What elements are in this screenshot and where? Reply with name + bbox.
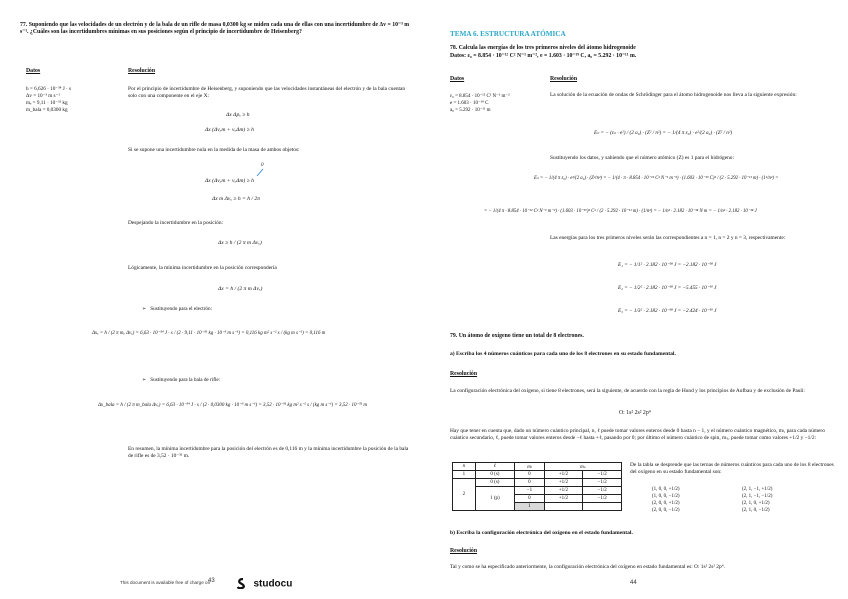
equation: Δx (Δvₓm + vₓΔm) ≥ h bbox=[205, 127, 254, 133]
table-cell: +1/2 bbox=[544, 495, 583, 503]
table-cell bbox=[544, 503, 583, 511]
dato-item: h = 6,626 · 10⁻³⁴ J · s bbox=[26, 86, 72, 92]
quantum-tuple: (1, 0, 0, −1/2) bbox=[652, 494, 680, 499]
resolucion-label: Resolución bbox=[450, 548, 478, 554]
table-header: mₛ bbox=[544, 463, 621, 471]
equation-electron: Δxₑ = h / (2 π mₑ Δvₓ) = 6,63 · 10⁻³⁴ J · s / (2 · 9,11 · 10⁻³¹ kg · 10⁻³ m s⁻¹) = 0,116 kg m² s⁻² s / (kg m s⁻¹) = 0,116 m bbox=[92, 331, 326, 336]
problem-79-title: 79. Un átomo de oxígeno tiene un total de 8 electrones. bbox=[450, 333, 584, 339]
right-page bbox=[424, 0, 848, 599]
electron-config: O: 1s² 2s² 2p⁴ bbox=[619, 410, 651, 416]
paragraph: Si se supone una incertidumbre nula en la medida de la masa de ambos objetos: bbox=[128, 147, 300, 153]
bullet-bala: ➢ Sustituyendo para la bala de rifle: bbox=[142, 377, 221, 383]
problem-77-title: 77. Suponiendo que las velocidades de un electrón y de la bala de un rifle de masa 0,0300 kg se miden cada una de ellas con una incertidumbre de Δv = 10⁻³ m s⁻¹. ¿Cuáles son las incertidumbres mínimas en sus posiciones según el principio de incertidumbre de Heisenberg? bbox=[20, 22, 410, 35]
table-cell: 2 bbox=[453, 479, 476, 511]
equation: Δx m Δvₓ ≥ h = h / 2π bbox=[212, 196, 260, 202]
table-cell: 1 bbox=[515, 503, 544, 511]
table-row bbox=[453, 487, 622, 495]
bullet-electron: ➢ Sustituyendo para el electrón: bbox=[142, 306, 213, 312]
datos-label: Datos bbox=[450, 76, 465, 82]
table-cell: −1/2 bbox=[583, 495, 622, 503]
equation: Eₙ = − (εₙ · e²) / (2 a₀) · (Z² / n²) = − 1/(4 π ε₀) · e²/(2 a₀) · (Z² / n²) bbox=[594, 130, 733, 136]
table-cell: +1/2 bbox=[544, 471, 583, 479]
equation-bala: Δx_bala = h / (2 π m_bala Δvₓ) = 6,63 · 10⁻³⁴ J · s / (2 · 0,0300 kg · 10⁻³ m s⁻¹) = 3,52 · 10⁻³¹ kg m² s⁻² s / (kg m s⁻¹) = 3,52 · 10⁻³¹ m bbox=[98, 403, 368, 408]
studocu-logo[interactable] bbox=[237, 575, 292, 593]
table-cell: −1/2 bbox=[583, 487, 622, 495]
question-b: b) Escriba la configuración electrónica del oxígeno en el estado fundamental. bbox=[450, 530, 633, 536]
dato-item: m_bala = 0,0300 kg bbox=[26, 107, 68, 113]
table-cell: 0 (s) bbox=[475, 479, 515, 487]
resolucion-label: Resolución bbox=[550, 76, 578, 82]
table-note: De la tabla se desprende que las ternas de números cuánticos para cada uno de los 8 electrones del oxígeno en su estado fundamental son: bbox=[630, 462, 834, 475]
resolucion-label: Resolución bbox=[128, 68, 156, 74]
table-row bbox=[453, 471, 622, 479]
equation: Δx ≥ h / (2 π m Δvₓ) bbox=[218, 240, 262, 246]
page-number: 44 bbox=[630, 580, 637, 586]
table-cell bbox=[583, 503, 622, 511]
quantum-tuple: (2, 1, −1, +1/2) bbox=[742, 487, 773, 492]
paragraph: Sustituyendo los datos, y sabiendo que el número atómico (Z) es 1 para el hidrógeno: bbox=[550, 155, 734, 161]
bullet-icon: ➢ bbox=[142, 306, 151, 312]
equation: Δx Δpₓ ≥ h bbox=[226, 112, 250, 118]
page-number: 43 bbox=[208, 578, 215, 584]
table-cell: 0 bbox=[515, 495, 544, 503]
summary-paragraph: En resumen, la mínima incertidumbre para la posición del electrón es de 0,116 m y la mínima incertidumbre la posición de la bala de rifle es de 3,52 · 10⁻³¹ m. bbox=[128, 446, 409, 459]
arrow-icon bbox=[255, 168, 265, 178]
bullet-icon: ➢ bbox=[142, 377, 151, 383]
paragraph: Lógicamente, la mínima incertidumbre en la posición correspondería bbox=[128, 265, 277, 271]
table-row bbox=[453, 479, 622, 487]
question-a: a) Escriba los 4 números cuánticos para cada uno de los 8 electrones en su estado fundamental. bbox=[450, 351, 676, 357]
dato-item: Δv = 10⁻³ m s⁻¹ bbox=[26, 93, 60, 99]
table-cell: 0 (s) bbox=[475, 471, 515, 479]
table-cell: −1 bbox=[515, 487, 544, 495]
quantum-tuple: (2, 1, 0, +1/2) bbox=[742, 501, 770, 506]
table-header: n bbox=[453, 463, 476, 471]
datos-label: Datos bbox=[26, 68, 41, 74]
paragraph: La configuración electrónica del oxígeno, si tiene 8 electrones, será la siguiente, de acuerdo con la regla de Hund y los principios de Aufbau y de exclusión de Pauli: bbox=[450, 388, 805, 394]
paragraph: Por el principio de incertidumbre de Heisenberg, y suponiendo que las velocidades instantáneas del electrón y de la bala cuentan solo con una componente en el eje X: bbox=[128, 86, 406, 99]
equation: = − 1/(4 π · 8.854 · 10⁻¹² C² N⁻¹ m⁻²) · (1.603 · 10⁻¹⁹)² C² / (2 · 5.292 · 10⁻¹¹ m) · (1/n²) = − 1/n² · 2.182 · 10⁻¹⁸ N m = − 1/n² · 2.182 · 10⁻¹⁸ J bbox=[484, 209, 757, 214]
paragraph: Las energías para los tres primeros niveles serán las correspondientes a n = 1, n = 2 y n = 3, respectivamente: bbox=[550, 235, 786, 241]
problem-78-datos: Datos: ε₀ = 8.854 · 10⁻¹² C² N⁻¹ m⁻², e = 1.603 · 10⁻¹⁹ C, a₀ = 5.292 · 10⁻¹¹ m. bbox=[450, 53, 637, 59]
footer-text: This document is available free of charge on bbox=[120, 580, 211, 585]
paragraph: Despejando la incertidumbre en la posición: bbox=[128, 220, 224, 226]
dato-item: a₀ = 5.292 · 10⁻¹¹ m bbox=[450, 108, 491, 113]
quantum-numbers-table bbox=[452, 462, 622, 511]
equation: Eₙ = − 1/(4 π ε₀) · e²/(2 a₀) · (Z²/n²) = − 1/(4 · π · 8.854 · 10⁻¹² C² N⁻¹ m⁻²) · (1.603 · 10⁻¹⁹ C)² / (2 · 5.292 · 10⁻¹¹ m) · (1²/n²) = bbox=[534, 176, 779, 181]
equation-e3: E₃ = − 1/3² · 2.182 · 10⁻¹⁸ J = −2.424 · 10⁻¹⁹ J bbox=[618, 308, 717, 314]
table-header: ℓ bbox=[475, 463, 515, 471]
zero-annotation: 0 bbox=[261, 163, 264, 168]
studocu-icon bbox=[237, 578, 249, 589]
problem-78-title: 78. Calcula las energías de los tres primeros niveles del átomo hidrogenoide bbox=[450, 45, 636, 51]
equation-e1: E₁ = − 1/1² · 2.182 · 10⁻¹⁸ J = −2.182 · 10⁻¹⁸ J bbox=[618, 262, 717, 268]
equation: Δx (Δvₓm + vₓΔm) ≥ h bbox=[205, 178, 254, 184]
table-cell: −1/2 bbox=[583, 471, 622, 479]
table-cell: +1/2 bbox=[544, 487, 583, 495]
table-cell: −1/2 bbox=[583, 479, 622, 487]
quantum-list-left bbox=[652, 486, 680, 514]
table-cell: +1/2 bbox=[544, 479, 583, 487]
quantum-tuple: (2, 1, −1, −1/2) bbox=[742, 494, 773, 499]
quantum-tuple: (2, 1, 0, −1/2) bbox=[742, 508, 770, 513]
datos-list bbox=[450, 93, 510, 114]
table-header: mₗ bbox=[515, 463, 544, 471]
table-cell: 1 (p) bbox=[475, 487, 515, 511]
resolucion-label: Resolución bbox=[450, 371, 478, 377]
quantum-tuple: (2, 0, 0, +1/2) bbox=[652, 501, 680, 506]
quantum-tuple: (2, 0, 0, −1/2) bbox=[652, 508, 680, 513]
dato-item: mₑ = 9,11 · 10⁻³¹ kg bbox=[26, 100, 68, 106]
tema-title: TEMA 6. ESTRUCTURA ATÓMICA bbox=[450, 30, 566, 38]
datos-list bbox=[26, 86, 71, 114]
table-cell: 1 bbox=[453, 471, 476, 479]
dato-item: e = 1.603 · 10⁻¹⁹ C bbox=[450, 101, 489, 106]
paragraph: Tal y como se ha especificado anteriormente, la configuración electrónica del oxígeno en estado fundamental es: O: 1s² 2s² 2p⁴. bbox=[450, 564, 725, 570]
paragraph: Hay que tener en cuenta que, dado un número cuántico principal, n, ℓ puede tomar valores enteros desde 0 hasta n − 1, y el número cuántico magnético, mₗ, para cada número cuántico secundario, ℓ, puede tomar valores enteros desde −ℓ hasta +ℓ, pasando por 0; por último el número cuántico de spin, mₛ, puede tomar como valores +1/2 y −1/2: bbox=[450, 428, 825, 441]
quantum-list-right bbox=[742, 486, 772, 514]
table-cell: 0 bbox=[515, 479, 544, 487]
equation-e2: E₂ = − 1/2² · 2.182 · 10⁻¹⁸ J = −5.455 · 10⁻¹⁹ J bbox=[618, 285, 717, 291]
dato-item: ε₀ = 8.854 · 10⁻¹² C² N⁻¹ m⁻² bbox=[450, 94, 510, 99]
quantum-tuple: (1, 0, 0, +1/2) bbox=[652, 487, 680, 492]
brand-name: studocu bbox=[253, 578, 293, 590]
paragraph: La solución de la ecuación de ondas de Schrödinger para el átomo hidrogenoide nos lleva a la siguiente expresión: bbox=[550, 92, 797, 98]
table-header-row bbox=[453, 463, 622, 471]
table-cell: 0 bbox=[515, 471, 544, 479]
equation: Δx = h / (2 π m Δvₓ) bbox=[218, 286, 263, 292]
